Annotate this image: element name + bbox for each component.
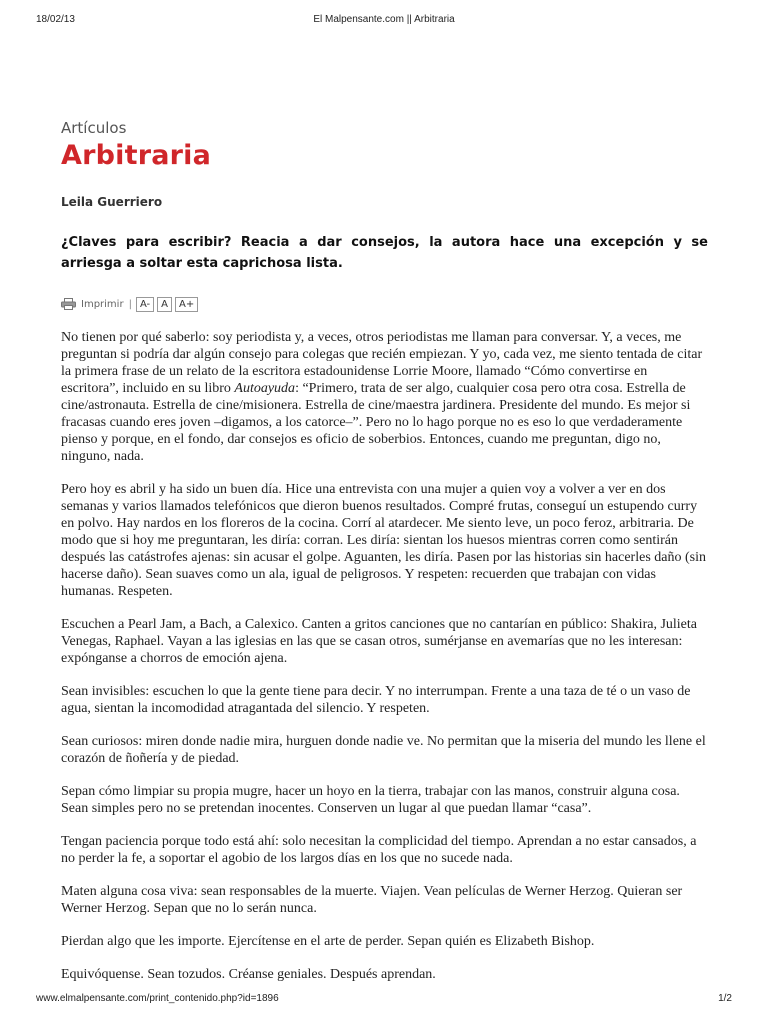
paragraph: Escuchen a Pearl Jam, a Bach, a Calexico. Canten a gritos canciones que no cantarían en público: Shakira, Julieta Venegas, Raphael. Vayan a las iglesias en las que se casan otros, sumérjanse en avemarías que no les interesan: expónganse a chorros de emoción ajena. <box>61 617 697 666</box>
book-title: Autoayuda <box>234 381 296 396</box>
article-body <box>61 329 708 983</box>
paragraph: Pero hoy es abril y ha sido un buen día. Hice una entrevista con una mujer a quien voy a volver a ver en dos semanas y varios llamados telefónicos que dieron buenos resultados. Compré frutas, conseguí un estupendo curry en polvo. Hay nardos en los floreros de la cocina. Corrí al atardecer. Me siento leve, un poco feroz, arbitraria. De modo que si hoy me preguntaran, les diría: corran. Les diría: sientan los huesos mientras corren como sentirán después las catástrofes ajenas: sin acusar el golpe. Aguanten, les diría. Pasen por las historias sin hacerles daño (sin hacerse daño). Sean suaves como un ala, igual de peligrosos. Y respeten: recuerden que trabajan con vidas humanas. Respeten. <box>61 482 706 599</box>
printer-icon[interactable] <box>61 298 76 310</box>
article-tools <box>61 294 708 314</box>
paragraph: Sean curiosos: miren donde nadie mira, hurguen donde nadie ve. No permitan que la miseria del mundo les llene el corazón de ñoñería y de piedad. <box>61 734 706 766</box>
paragraph-text: : “Primero, trata de ser algo, cualquier cosa pero otra cosa. Estrella de cine/astronauta. Estrella de cine/misionera. Estrella de cine/maestra jardinera. Presidente del mundo. Es mejor si fracasas cuando eres joven –digamos, a los catorce–”. Pero no lo hago porque no es eso lo que verdaderamente pienso y porque, en el fondo, dar consejos es oficio de soberbios. Entonces, cuando me preguntan, digo no, ninguno, nada. <box>61 381 691 464</box>
paragraph <box>61 329 708 465</box>
paragraph: Tengan paciencia porque todo está ahí: solo necesitan la complicidad del tiempo. Aprendan a no estar cansados, a no perder la fe, a soportar el agobio de los largos días en los que no sucede nada. <box>61 834 697 866</box>
paragraph: Maten alguna cosa viva: sean responsables de la muerte. Viajen. Vean películas de Werner Herzog. Quieran ser Werner Herzog. Sepan que no lo serán nunca. <box>61 884 683 916</box>
article-author: Leila Guerriero <box>61 195 163 209</box>
article <box>61 118 708 999</box>
article-title: Arbitraria <box>61 140 212 171</box>
section-label: Artículos <box>61 119 127 137</box>
page-indicator: 1/2 <box>718 993 732 1004</box>
paragraph: Sean invisibles: escuchen lo que la gente tiene para decir. Y no interrumpan. Frente a una taza de té o un vaso de agua, sientan la incomodidad atragantada del silencio. Y respeten. <box>61 684 691 716</box>
print-footer <box>36 993 732 1009</box>
paragraph: Equivóquense. Sean tozudos. Créanse geniales. Después aprendan. <box>61 967 436 982</box>
print-header <box>36 14 732 30</box>
tools-separator: | <box>128 298 132 310</box>
paragraph: Sepan cómo limpiar su propia mugre, hacer un hoyo en la tierra, trabajar con las manos, construir alguna cosa. Sean simples pero no se pretendan inocentes. Conserven un lugar al que puedan llamar “casa”. <box>61 784 680 816</box>
font-increase-button[interactable]: A+ <box>175 297 198 312</box>
font-reset-button[interactable]: A <box>157 297 172 312</box>
paragraph-text: No tienen por qué saberlo: soy periodista y, a veces, otros periodistas me llaman para conversar. Y, a veces, me preguntan si podría dar algún consejo para colegas que recién empiezan. Y yo, cada vez, me siento tentada de citar la primera frase de un relato de la escritora estadounidense Lorrie Moore, llamado “Cómo convertirse en escritora”, incluido en su libro <box>61 330 703 396</box>
paragraph: Pierdan algo que les importe. Ejercítense en el arte de perder. Sepan quién es Elizabeth Bishop. <box>61 934 595 949</box>
article-lead: ¿Claves para escribir? Reacia a dar consejos, la autora hace una excepción y se arriesga a soltar esta caprichosa lista. <box>61 235 708 271</box>
print-page-title: El Malpensante.com || Arbitraria <box>313 14 455 25</box>
print-url: www.elmalpensante.com/print_contenido.php?id=1896 <box>36 993 279 1004</box>
print-link[interactable]: Imprimir <box>81 298 124 310</box>
print-date: 18/02/13 <box>36 14 75 25</box>
font-decrease-button[interactable]: A- <box>136 297 154 312</box>
